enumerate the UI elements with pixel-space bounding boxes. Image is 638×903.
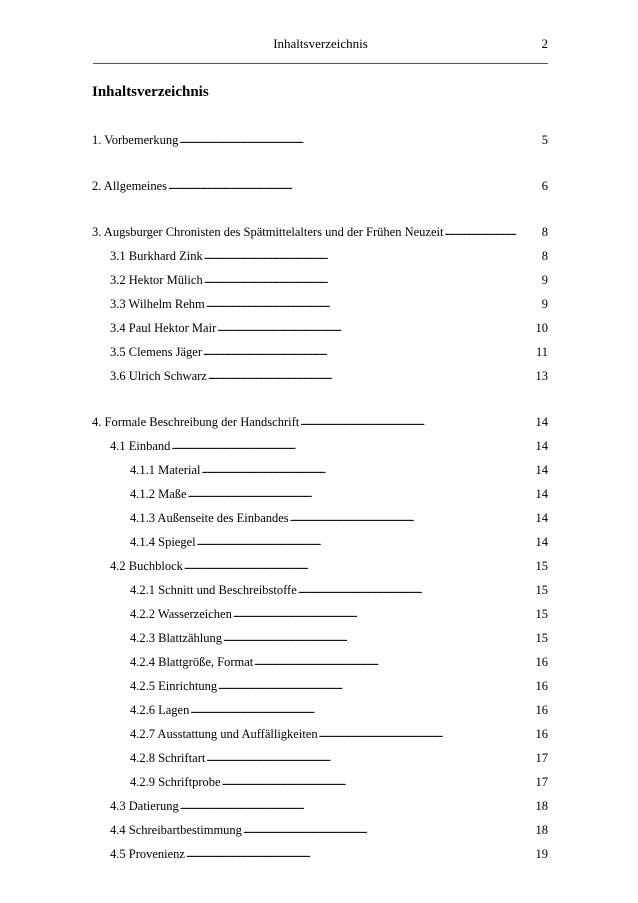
toc-entry-page: 16 <box>535 679 548 693</box>
toc-entry-label: 4.1.2 Maße <box>130 482 188 506</box>
toc-dot-leader <box>206 746 516 770</box>
toc-entry-leader <box>110 554 516 578</box>
toc-entry-label: 4.1.1 Material <box>130 458 201 482</box>
toc-entry-label: 3.6 Ulrich Schwarz <box>110 364 208 388</box>
toc-entry-page: 15 <box>535 631 548 645</box>
toc-entry <box>92 794 548 818</box>
toc-entry-leader <box>130 770 516 794</box>
toc-entry-leader <box>130 458 516 482</box>
toc-entry <box>92 316 548 340</box>
toc-entry-label: 4.2.9 Schriftprobe <box>130 770 222 794</box>
toc-entry-label: 4.3 Datierung <box>110 794 180 818</box>
toc-dot-leader <box>186 842 516 866</box>
toc-entry-page: 13 <box>535 369 548 383</box>
toc-entry <box>92 364 548 388</box>
toc-entry-leader <box>130 578 516 602</box>
toc-entry-leader <box>130 674 516 698</box>
toc-entry <box>92 340 548 364</box>
toc-dot-leader <box>197 530 516 554</box>
toc-entry-label: 4.2.7 Ausstattung und Auffälligkeiten <box>130 722 319 746</box>
toc-entry-leader <box>110 364 516 388</box>
toc-dot-leader <box>217 316 516 340</box>
toc-entry-leader <box>130 530 516 554</box>
toc-entry-leader <box>110 292 516 316</box>
toc-entry-page: 16 <box>535 703 548 717</box>
toc-entry-label: 4.2.4 Blattgröße, Format <box>130 650 254 674</box>
toc-entry <box>92 128 548 152</box>
toc-entry-label: 4. Formale Beschreibung der Handschrift <box>92 410 300 434</box>
toc-entry-page: 10 <box>535 321 548 335</box>
toc-entry-label: 4.2.8 Schriftart <box>130 746 206 770</box>
toc-entry-page: 14 <box>535 463 548 477</box>
toc-dot-leader <box>206 292 516 316</box>
toc-dot-leader <box>171 434 516 458</box>
toc-entry-label: 3. Augsburger Chronisten des Spätmittelalters und der Frühen Neuzeit <box>92 220 444 244</box>
toc-entry-leader <box>130 482 516 506</box>
toc-entry <box>92 698 548 722</box>
toc-dot-leader <box>218 674 516 698</box>
toc-dot-leader <box>233 602 516 626</box>
toc-entry-leader <box>110 316 516 340</box>
toc-entry <box>92 174 548 198</box>
toc-entry-leader <box>110 268 516 292</box>
toc-entry-leader <box>130 746 516 770</box>
toc-dot-leader <box>201 458 516 482</box>
toc-entry-leader <box>110 842 516 866</box>
toc-entry <box>92 650 548 674</box>
toc-entry-leader <box>110 244 516 268</box>
toc-entry-leader <box>92 174 516 198</box>
toc-entry <box>92 244 548 268</box>
toc-dot-leader <box>179 128 516 152</box>
toc-entry-page: 16 <box>535 655 548 669</box>
toc-entry-leader <box>130 722 516 746</box>
toc-entry-label: 4.2.3 Blattzählung <box>130 626 223 650</box>
page-title: Inhaltsverzeichnis <box>92 84 209 100</box>
toc-dot-leader <box>188 482 516 506</box>
toc-dot-leader <box>298 578 516 602</box>
toc-entry-label: 1. Vorbemerkung <box>92 128 179 152</box>
toc-entry-page: 16 <box>535 727 548 741</box>
toc-entry-page: 15 <box>535 559 548 573</box>
toc-entry-label: 4.1 Einband <box>110 434 171 458</box>
toc-entry <box>92 818 548 842</box>
toc-entry-label: 3.1 Burkhard Zink <box>110 244 204 268</box>
toc-entry-label: 4.4 Schreibartbestimmung <box>110 818 243 842</box>
toc-dot-leader <box>444 220 516 244</box>
toc-entry <box>92 434 548 458</box>
toc-entry-page: 14 <box>535 535 548 549</box>
toc-entry-leader <box>110 818 516 842</box>
toc-entry-page: 14 <box>535 511 548 525</box>
toc-entry <box>92 506 548 530</box>
toc-dot-leader <box>243 818 516 842</box>
toc-entry-leader <box>130 602 516 626</box>
toc-dot-leader <box>254 650 516 674</box>
toc-entry-page: 14 <box>535 487 548 501</box>
toc-dot-leader <box>204 244 516 268</box>
toc-entry <box>92 746 548 770</box>
running-header-title: Inhaltsverzeichnis <box>273 36 368 51</box>
toc-entry-page: 15 <box>535 607 548 621</box>
toc-dot-leader <box>319 722 516 746</box>
toc-entry-page: 14 <box>535 439 548 453</box>
toc-entry-leader <box>92 220 516 244</box>
toc-entry-page: 5 <box>541 133 548 147</box>
toc-entry-label: 2. Allgemeines <box>92 174 168 198</box>
toc-entry-page: 17 <box>535 775 548 789</box>
toc-entry-label: 4.2 Buchblock <box>110 554 184 578</box>
toc-entry <box>92 722 548 746</box>
toc-entry-page: 8 <box>541 225 548 239</box>
toc-entry-leader <box>130 650 516 674</box>
toc-entry-page: 9 <box>541 297 548 311</box>
page-number: 2 <box>541 36 548 51</box>
running-header <box>93 36 548 54</box>
toc-entry-page: 18 <box>535 823 548 837</box>
toc-entry <box>92 268 548 292</box>
toc-entry-page: 17 <box>535 751 548 765</box>
toc-entry <box>92 770 548 794</box>
toc-entry-label: 4.2.1 Schnitt und Beschreibstoffe <box>130 578 298 602</box>
toc-dot-leader <box>208 364 516 388</box>
toc-entry-page: 8 <box>541 249 548 263</box>
toc-entry-label: 3.2 Hektor Mülich <box>110 268 204 292</box>
toc-entry <box>92 554 548 578</box>
toc-entry <box>92 292 548 316</box>
toc-entry <box>92 602 548 626</box>
toc-entry-leader <box>110 434 516 458</box>
toc-entry-label: 3.3 Wilhelm Rehm <box>110 292 206 316</box>
toc-dot-leader <box>222 770 516 794</box>
toc-entry-leader <box>92 410 516 434</box>
toc-dot-leader <box>190 698 516 722</box>
toc-entry-leader <box>110 794 516 818</box>
toc-entry-page: 11 <box>535 345 548 359</box>
toc-entry-page: 6 <box>541 179 548 193</box>
toc-entry-label: 3.4 Paul Hektor Mair <box>110 316 217 340</box>
toc-entry <box>92 410 548 434</box>
toc-dot-leader <box>223 626 516 650</box>
toc-entry-leader <box>92 128 516 152</box>
toc-dot-leader <box>300 410 516 434</box>
toc-dot-leader <box>180 794 516 818</box>
toc-entry <box>92 626 548 650</box>
toc-entry-label: 4.2.6 Lagen <box>130 698 190 722</box>
toc-entry-page: 15 <box>535 583 548 597</box>
toc-entry <box>92 458 548 482</box>
toc-dot-leader <box>204 268 516 292</box>
toc-entry-label: 4.1.4 Spiegel <box>130 530 197 554</box>
toc-entry <box>92 842 548 866</box>
toc-dot-leader <box>168 174 516 198</box>
toc-entry-page: 19 <box>535 847 548 861</box>
toc-entry-leader <box>130 626 516 650</box>
toc-entry-label: 4.5 Provenienz <box>110 842 186 866</box>
toc-entry-label: 4.2.5 Einrichtung <box>130 674 218 698</box>
toc-entry-page: 18 <box>535 799 548 813</box>
toc-entry <box>92 578 548 602</box>
toc-entry-leader <box>130 698 516 722</box>
toc-entry <box>92 220 548 244</box>
toc-entry-label: 4.2.2 Wasserzeichen <box>130 602 233 626</box>
toc-entry <box>92 674 548 698</box>
table-of-contents <box>92 128 548 866</box>
toc-entry-leader <box>110 340 516 364</box>
toc-entry <box>92 482 548 506</box>
toc-entry-label: 4.1.3 Außenseite des Einbandes <box>130 506 290 530</box>
toc-entry-label: 3.5 Clemens Jäger <box>110 340 203 364</box>
toc-dot-leader <box>203 340 516 364</box>
toc-entry-page: 9 <box>541 273 548 287</box>
toc-entry <box>92 530 548 554</box>
toc-dot-leader <box>290 506 516 530</box>
toc-entry-leader <box>130 506 516 530</box>
toc-dot-leader <box>184 554 516 578</box>
toc-entry-page: 14 <box>535 415 548 429</box>
header-rule <box>93 63 548 64</box>
